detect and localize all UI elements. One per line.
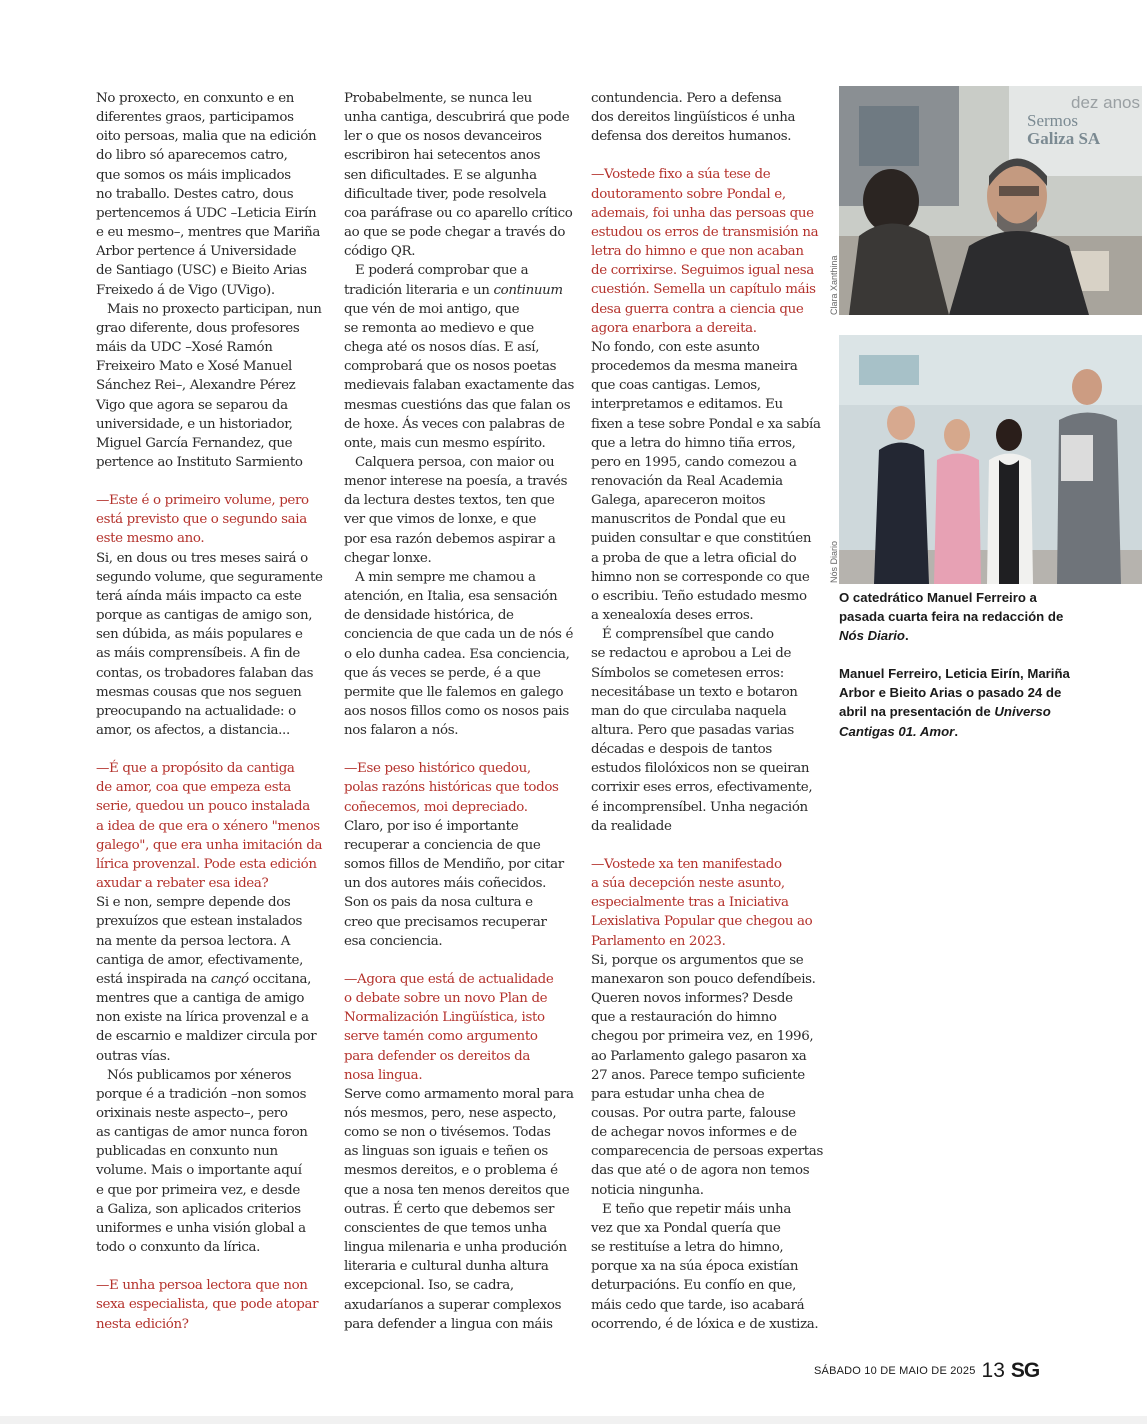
text-line: pero en 1995, cando comezou a [591,454,797,470]
text-line: necesitábase un texto e botaron [591,684,798,700]
text-line: mesmos dereitos, e o problema é [344,1163,558,1179]
column-3 [591,89,825,1334]
text-line: está inspirada na cançó occitana, [96,971,312,987]
text-line: cuestión. Semella un capítulo máis [591,282,816,298]
text-line: —Agora que está de actualidade [344,971,554,987]
text-line: Mais no proxecto participan, nun [107,301,322,317]
text-line: axudaríanos a superar complexos [344,1297,562,1313]
text-line: un dos autores máis coñecidos. [344,876,547,892]
text-line: de achegar novos informes e de [591,1125,797,1141]
text-line: serie, quedou un pouco instalada [96,799,310,815]
text-line: —Ese peso histórico quedou, [344,761,531,777]
body-paragraph [344,261,576,453]
photo-presentation-image [839,335,1142,584]
text-line: de corrixirse. Seguimos igual nesa [591,263,814,279]
text-line: altura. Pero que pasadas varias [591,723,794,738]
text-line: outras. É certo que debemos ser [344,1201,554,1217]
text-line: se restituíse a letra do himno, [591,1240,784,1256]
body-paragraph [96,300,328,472]
question-paragraph [344,970,576,1085]
text-line: prexuízos que estean instalados [96,914,303,930]
text-line: que a nosa ten menos dereitos que [344,1182,570,1198]
text-line: Arbor pertence á Universidade [96,244,297,260]
text-line: Claro, por iso é importante [344,818,519,834]
text-line: para defender a lingua con máis [344,1316,553,1332]
text-line: —Este é o primeiro volume, pero [96,493,309,509]
text-line: lírica provenzal. Pode esta edición [96,856,317,872]
text-line: —É que a propósito da cantiga [96,761,295,777]
text-line: conciencia de que cada un de nós é [344,627,574,643]
text-line: que coas cantigas. Lemos, [591,378,761,394]
photo-presentation [839,335,1142,584]
text-line: preocupando na actualidade: o [96,703,296,719]
text-line: volume. Mais o importante aquí [96,1163,302,1179]
text-line: Parlamento en 2023. [591,933,726,949]
caption-2 [839,664,1079,741]
text-line: orixinais neste aspecto–, pero [96,1105,288,1121]
text-line: permite que lle falemos en galego [344,684,564,700]
text-line: E poderá comprobar que a [355,263,529,279]
text-line: himno non se corresponde co que [591,569,810,585]
text-line: para defender os dereitos da [344,1048,530,1064]
text-line: na mente da persoa lectora. A [96,933,291,949]
text-line: sexa especialista, que pode atopar [96,1297,319,1313]
text-line: Miguel García Fernandez, que [96,435,293,451]
text-line: se remonta ao medievo e que [344,320,534,336]
text-line: ao que se pode chegar a través do [344,225,566,241]
text-line: de Santiago (USC) e Bieito Arias [96,263,307,279]
text-line: lingua milenaria e unha produción [344,1240,567,1256]
text-line: Calquera persoa, con maior ou [355,454,555,470]
text-line: procedemos da mesma maneira [591,359,798,375]
text-line: estudos filolóxicos non se queiran [591,761,810,777]
text-line: Lexislativa Popular que chegou ao [591,914,813,930]
text-line: que a letra do himno tiña erros, [591,435,796,451]
text-line: ver que vimos de lonxe, e que [344,512,537,528]
text-line: Probabelmente, se nunca leu [344,91,532,106]
text-line: de escarnio e maldizer circula por [96,1029,317,1045]
text-line: contas, os trobadores falaban das [96,665,314,681]
text-line: Galega, apareceron moitos [591,493,766,509]
page-number: 13 [981,1359,1005,1382]
text-line: É comprensíbel que cando [602,627,774,643]
text-line: dificultade tiver, pode resolvela [344,186,547,202]
text-line: conscientes de que temos unha [344,1220,547,1236]
text-line: galego", que era unha imitación da [96,837,323,853]
text-line: décadas e despois de tantos [591,742,772,758]
question-paragraph [96,491,328,548]
sign-text-2: Sermos [1027,111,1078,130]
text-line: uniformes e unha visión global a [96,1220,306,1236]
text-line: Freixeiro Mato e Xosé Manuel [96,359,292,375]
text-line: diferentes graos, participamos [96,110,294,126]
text-line: da realidade [591,818,672,834]
body-paragraph [344,568,576,740]
text-line: ademais, foi unha das persoas que [591,205,814,221]
text-line: nosa lingua. [344,1067,423,1083]
text-line: para estudar unha chea de [591,1086,765,1102]
text-line: segundo volume, que seguramente [96,569,323,585]
text-line: menor interese na poesía, a través [344,474,568,490]
text-line: defensa dos dereitos humanos. [591,129,792,145]
text-line: puiden consultar e que constitúen [591,531,812,547]
text-line: —E unha persoa lectora que non [96,1278,308,1294]
text-line: axudar a rebater esa idea? [96,876,269,892]
text-line: a idea de que era o xénero "menos [96,818,320,834]
text-line: agora enarbora a dereita. [591,320,757,336]
text-line: grao diferente, dous profesores [96,320,300,336]
photo-interview [839,86,1142,315]
text-line: No proxecto, en conxunto e en [96,91,295,106]
text-line: letra do himno e que non acaban [591,244,804,260]
caption-1 [839,588,1079,646]
question-paragraph [591,855,825,951]
text-line: chegou por primeira vez, en 1996, [591,1029,814,1045]
text-line: contundencia. Pero a defensa [591,91,782,106]
text-line: doutoramento sobre Pondal e, [591,186,786,202]
text-line: ao Parlamento galego pasaron xa [591,1048,807,1064]
body-paragraph [591,1200,825,1334]
caption-2-text: Manuel Ferreiro, Leticia Eirín, Mariña Arbor e Bieito Arias o pasado 24 de abril na presentación de [839,666,1070,720]
text-line: tradición literaria e un continuum [344,282,563,298]
text-line: o elo dunha cadea. Esa conciencia, [344,646,570,662]
column-2 [344,89,576,1334]
text-line: chega até os nosos días. E así, [344,340,540,356]
text-line: non existe na lírica provenzal e a [96,1010,309,1026]
text-line: de hoxe. Ás veces con palabras de [344,416,565,432]
text-line: recuperar a conciencia de que [344,837,541,853]
text-line: a xenealoxía deses erros. [591,608,754,624]
text-line: código QR. [344,244,416,260]
text-line: mesmas cuestións das que falan os [344,397,571,413]
text-line: especialmente tras a Iniciativa [591,895,789,911]
text-line: desa guerra contra a ciencia que [591,301,804,317]
text-line: Serve como armamento moral para [344,1086,574,1102]
text-line: Normalización Lingüística, isto [344,1010,545,1026]
text-line: da lectura destes textos, ten que [344,493,555,509]
text-line: noticia ningunha. [591,1182,704,1198]
text-line: de amor, coa que empeza esta [96,780,291,796]
text-line: se redactou e aprobou a Lei de [591,646,792,662]
text-line: corrixir eses erros, efectivamente, [591,780,813,796]
text-line: Si e non, sempre depende dos [96,895,291,911]
text-line: pertencemos á UDC –Leticia Eirín [96,205,317,221]
text-line: e eu mesmo–, mentres que Mariña [96,225,321,241]
text-line: E teño que repetir máis unha [602,1201,791,1217]
text-line: do libro só aparecemos catro, [96,148,288,164]
sign-text-3: Galiza SA [1027,129,1101,148]
body-paragraph [96,1066,328,1258]
text-line: No fondo, con este asunto [591,339,760,355]
body-paragraph [591,625,825,836]
text-line: a súa decepción neste asunto, [591,876,785,892]
text-line: Vigo que agora se separou da [96,397,288,413]
text-line: máis cedo que tarde, iso acabará [591,1297,805,1313]
brand-logo: SG [1010,1359,1040,1382]
photo-credit-1: Clara Xanthina [829,255,839,315]
text-line: mentres que a cantiga de amigo [96,991,305,1007]
text-line: medievais falaban exactamente das [344,378,575,394]
caption-2-italic: Universo Cantigas 01. Amor [839,704,1051,739]
text-line: coñecemos, moi depreciado. [344,799,528,815]
photo-credit-2: Nós Diario [829,540,839,583]
text-line: ocorrendo, é de lóxica e de xustiza. [591,1316,819,1332]
text-line: que a restauración do himno [591,1010,777,1026]
text-line: amor, os afectos, a distancia... [96,723,290,738]
text-line: o escribiu. Teño estudado mesmo [591,588,807,604]
question-paragraph [96,1276,328,1333]
text-line: a Galiza, son aplicados criterios [96,1201,301,1217]
text-line: por esa razón debemos aspirar a [344,531,556,547]
text-line: comprobará que os nosos poetas [344,359,557,375]
text-line: A min sempre me chamou a [355,569,536,585]
text-line: que ás veces se perde, é a que [344,665,541,681]
text-line: outras vías. [96,1048,171,1064]
text-line: sen dificultades. E se algunha [344,167,537,183]
text-line: excepcional. Iso, se cadra, [344,1278,514,1294]
body-paragraph [344,89,576,261]
body-paragraph [344,1085,576,1334]
body-paragraph [344,817,576,951]
text-line: esa conciencia. [344,933,443,949]
text-line: como se non o tivésemos. Todas [344,1125,551,1141]
text-line: o debate sobre un novo Plan de [344,991,548,1007]
text-line: a proba de que a letra oficial do [591,550,797,566]
text-line: nos falaron a nós. [344,723,459,739]
text-line: somos fillos de Mendiño, por citar [344,857,564,873]
question-paragraph [344,759,576,816]
text-line: Símbolos se cometesen erros: [591,665,784,681]
text-line: unha cantiga, descubrirá que pode [344,110,570,126]
text-line: aos nosos fillos como os nosos pais [344,704,569,719]
caption-2-end: . [954,723,958,739]
text-line: porque xa na súa época existían [591,1259,799,1275]
question-paragraph [96,759,328,893]
text-line: todo o conxunto da lírica. [96,1240,261,1256]
text-line: é incomprensíbel. Unha negación [591,799,808,815]
caption-1-end: . [904,628,909,644]
text-line: que vén de moi antigo, que [344,301,520,317]
text-line: e que por primeira vez, e desde [96,1182,300,1198]
text-line: Son os pais da nosa cultura e [344,895,533,911]
text-line: porque é a tradición –non somos [96,1086,307,1102]
text-line: comparecencia de persoas expertas [591,1144,823,1160]
body-paragraph [591,89,825,146]
text-line: este mesmo ano. [96,531,205,547]
text-line: mesmas cousas que nos seguen [96,684,302,700]
text-line: serve tamén como argumento [344,1029,538,1045]
text-line: pertence ao Instituto Sarmiento [96,454,303,470]
text-line: manuscritos de Pondal que eu [591,512,786,528]
text-line: Nós publicamos por xéneros [107,1067,292,1083]
text-line: manexaron son pouco defendíbeis. [591,971,816,987]
body-paragraph [96,549,328,741]
text-line: publicadas en conxunto nun [96,1144,278,1160]
text-line: vez que xa Pondal quería que [591,1220,781,1236]
text-line: oito persoas, malia que na edición [96,129,317,145]
text-line: man do que circulaba naquela [591,703,787,719]
text-line: coa paráfrase ou co aparello crítico [344,205,573,221]
body-paragraph [591,951,825,1200]
text-line: dos dereitos lingüísticos é unha [591,110,796,126]
text-line: Si, en dous ou tres meses sairá o [96,550,308,566]
text-line: chegar lonxe. [344,550,432,566]
text-line: Si, porque os argumentos que se [591,952,804,968]
text-line: estudou os erros de transmisión na [591,224,819,240]
question-paragraph [591,165,825,337]
footer-date: SÁBADO 10 DE MAIO DE 2025 [814,1365,976,1377]
text-line: polas razóns históricas que todos [344,780,559,796]
photo-interview-image [839,86,1142,315]
text-line: as linguas son iguais e teñen os [344,1144,548,1160]
caption-1-text: O catedrático Manuel Ferreiro a pasada cuarta feira na redacción de [839,590,1064,625]
text-line: das que até o de agora non temos [591,1163,810,1179]
text-line: escribiron hai setecentos anos [344,148,541,164]
text-line: interpretamos e editamos. Eu [591,397,783,413]
text-line: Sánchez Rei–, Alexandre Pérez [96,378,296,394]
text-line: as máis comprensíbeis. A fin de [96,646,300,662]
text-line: renovación da Real Academia [591,473,783,489]
text-line: creo que precisamos recuperar [344,914,547,930]
page-footer [814,1358,1039,1384]
text-line: nós mesmos, pero, nese aspecto, [344,1105,557,1121]
body-paragraph [591,338,825,625]
caption-1-italic: Nós Diario [839,628,905,644]
text-line: ler o que os nosos devanceiros [344,129,542,145]
text-line: universidade, e un historiador, [96,416,293,432]
text-line: sen dúbida, as máis populares e [96,627,303,643]
text-line: cantiga de amor, efectivamente, [96,952,303,968]
body-paragraph [344,453,576,568]
text-line: terá aínda máis impacto ca este [96,588,302,604]
text-line: porque as cantigas de amigo son, [96,608,313,624]
body-paragraph [96,89,328,300]
text-line: nesta edición? [96,1316,189,1332]
text-line: cousas. Por outra parte, falouse [591,1105,796,1121]
text-line: atención, en Italia, esa sensación [344,589,558,605]
text-line: —Vostede fixo a súa tese de [591,167,771,183]
text-line: fixen a tese sobre Pondal e xa sabía [591,416,821,432]
body-paragraph [96,893,328,1065]
bottom-bar [0,1416,1147,1424]
text-line: onte, mais cun mesmo espírito. [344,435,546,451]
text-line: Freixedo á de Vigo (UVigo). [96,282,275,298]
sign-text-1: dez anos [1071,93,1140,112]
text-line: no traballo. Destes catro, dous [96,186,294,202]
text-line: que somos os máis implicados [96,167,291,183]
column-1 [96,89,328,1334]
text-line: de densidade histórica, de [344,608,514,624]
text-line: está previsto que o segundo saia [96,512,307,528]
text-line: deturpacións. Eu confío en que, [591,1278,797,1294]
text-line: —Vostede xa ten manifestado [591,856,782,872]
text-line: as cantigas de amor nunca foron [96,1125,308,1141]
text-line: máis da UDC –Xosé Ramón [96,340,273,356]
text-line: Queren novos informes? Desde [591,991,793,1007]
text-line: 27 anos. Parece tempo suficiente [591,1067,805,1083]
text-line: literaria e cultural dunha altura [344,1259,549,1275]
